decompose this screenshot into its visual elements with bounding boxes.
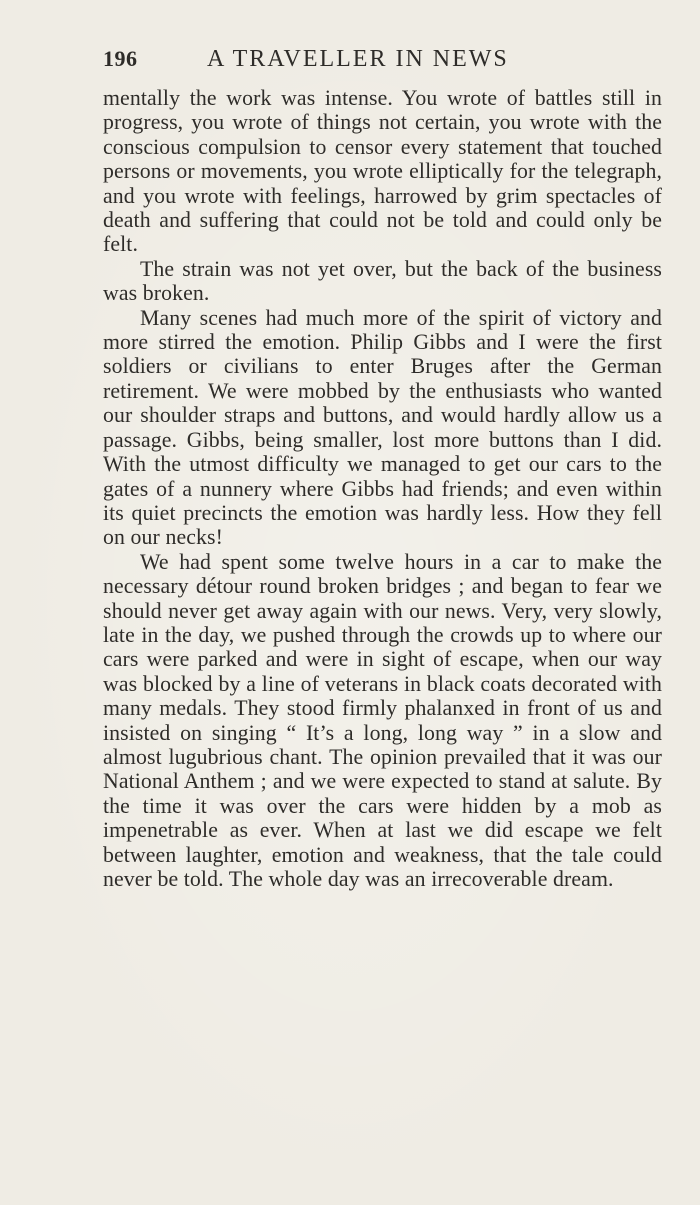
paragraph: We had spent some twelve hours in a car to make the necessary détour round broken bridges ; and began to fear we should never get away again with our news. Very, very slowly, late in the day, we pushed through the crowds up to where our cars were parked and were in sight of escape, when our way was blocked by a line of veterans in black coats decorated with many medals. They stood firmly phalanxed in front of us and insisted on singing “ It’s a long, long way ” in a slow and almost lugubrious chant. The opinion prevailed that it was our National Anthem ; and we were expected to stand at salute. By the time it was over the cars were hidden by a mob as impenetrable as ever. When at last we did escape we felt between laughter, emotion and weakness, that the tale could never be told. The whole day was an irrecoverable dream. bbox=[103, 549, 662, 891]
paragraph-continued: mentally the work was intense. You wrote of battles still in progress, you wrote of things not certain, you wrote with the conscious compulsion to censor every statement that touched persons or movements, you wrote elliptically for the telegraph, and you wrote with feelings, harrowed by grim spectacles of death and suffering that could not be told and could only be felt. bbox=[103, 86, 662, 257]
paragraph: Many scenes had much more of the spirit of victory and more stirred the emotion. Philip Gibbs and I were the first soldiers or civilians to enter Bruges after the German retirement. We were mobbed by the enthusiasts who wanted our shoulder straps and buttons, and would hardly allow us a passage. Gibbs, being smaller, lost more buttons than I did. With the utmost difficulty we managed to get our cars to the gates of a nunnery where Gibbs had friends; and even within its quiet precincts the emotion was hardly less. How they fell on our necks! bbox=[103, 305, 662, 550]
paragraph: The strain was not yet over, but the back of the business was broken. bbox=[103, 256, 662, 306]
body-text bbox=[103, 86, 662, 891]
running-title: A TRAVELLER IN NEWS bbox=[207, 46, 509, 72]
running-head bbox=[103, 46, 662, 86]
page-number: 196 bbox=[103, 46, 138, 71]
